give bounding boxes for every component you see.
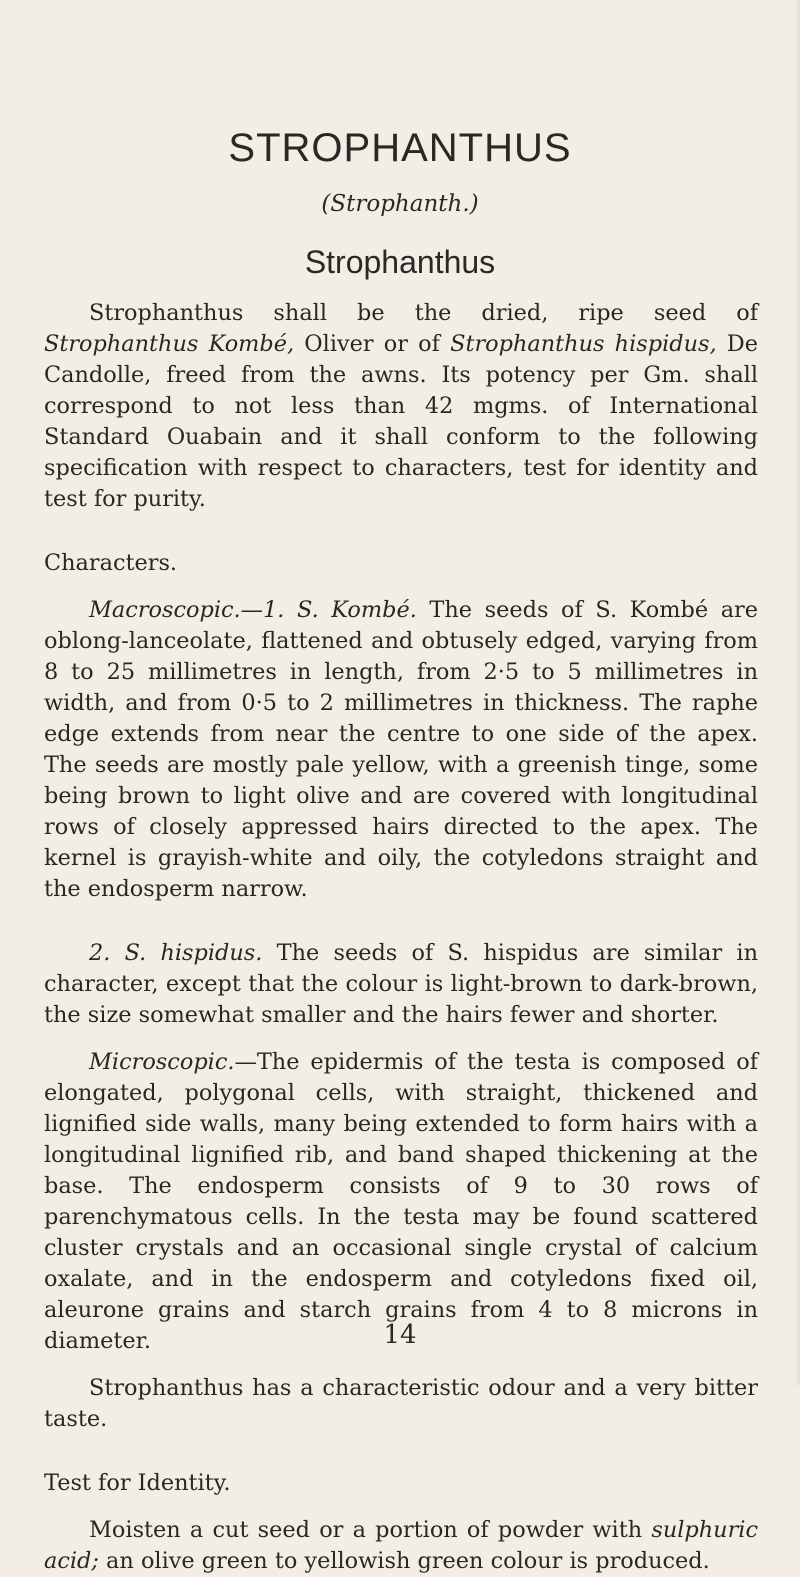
monograph-body [44,298,758,1577]
identity-heading: Test for Identity. [44,1470,231,1496]
intro-paragraph [44,298,758,515]
identity-paragraph [44,1515,758,1577]
microscopic-description: —The epidermis of the testa is composed of elongated, polygonal cells, with straight, thickened and lignified side walls, many being extended to form hairs with a longitudinal lignified rib, and band shaped thickening at the base. The endosperm consists of 9 to 30 rows of parenchymatous cells. In the testa may be found scattered cluster crystals and an occasional single crystal of calcium oxalate, and in the endosperm and cotyledons fixed oil, aleurone grains and starch grains from 4 to 8 microns in diameter. [44,1049,758,1354]
intro-species-1: Strophanthus Kombé, [44,331,295,357]
microscopic-paragraph [44,1047,758,1357]
hispidus-description: The seeds of S. hispidus are similar in character, except that the colour is light-brown to dark-brown, the size somewhat smaller and the hairs fewer and shorter. [44,940,758,1028]
macroscopic-paragraph [44,595,758,905]
intro-text-3: De Candolle, freed from the awns. Its potency per Gm. shall correspond to not less than 42 mgms. of International Standard Ouabain and it shall conform to the following specification with respect to characters, test for identity and test for purity. [44,331,759,512]
identity-text-1: Moisten a cut seed or a portion of powder with [89,1517,652,1543]
kombe-description: The seeds of S. Kombé are oblong-lanceolate, flattened and obtusely edged, varying from 8 to 25 millimetres in length, from 2·5 to 5 millimetres in width, and from 0·5 to 2 millimetres in thickness. The raphe edge extends from near the centre to one side of the apex. The seeds are mostly pale yellow, with a greenish tinge, some being brown to light olive and are covered with longitudinal rows of closely appressed hairs directed to the apex. The kernel is grayish-white and oily, the cotyledons straight and the endosperm narrow. [44,597,758,902]
hispidus-label: 2. S. hispidus. [89,940,263,966]
kombe-label: —1. S. Kombé. [240,597,417,623]
latin-abbreviation: (Strophanth.) [321,191,479,217]
monograph-heading: Strophanthus [304,244,496,280]
intro-text-1: Strophanthus shall be the dried, ripe seed of [89,300,758,326]
hispidus-paragraph [44,938,758,1031]
page-edge-shadow [794,0,800,1385]
identity-text-2: an olive green to yellowish green colour is produced. [98,1548,710,1574]
macroscopic-label: Macroscopic. [89,597,241,623]
odour-paragraph: Strophanthus has a characteristic odour and a very bitter taste. [44,1375,758,1432]
page-title: STROPHANTHUS [228,126,572,170]
intro-species-2: Strophanthus hispidus, [450,331,717,357]
identity-reagent: sulphuric acid; [44,1517,758,1574]
microscopic-label: Microscopic. [89,1049,235,1075]
characters-heading: Characters. [44,550,178,576]
intro-text-2: Oliver or of [294,331,451,357]
page-number: 14 [383,1320,417,1350]
